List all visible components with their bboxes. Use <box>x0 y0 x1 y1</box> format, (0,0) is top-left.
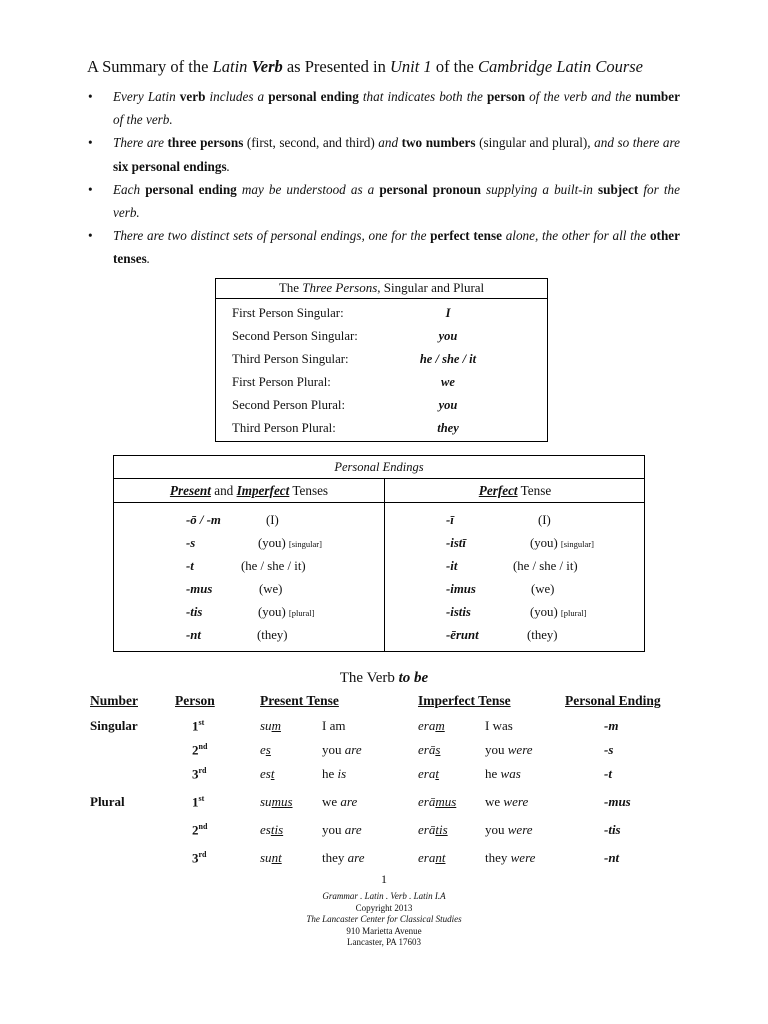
bullet-item: • Each personal ending may be understood as a personal pronoun supplying a built-in subject for the verb. <box>88 178 680 224</box>
present-form: sum <box>260 718 281 733</box>
person-pronoun: they <box>437 421 459 435</box>
bullet-dot-icon: • <box>88 89 93 104</box>
footer-organization: The Lancaster Center for Classical Studies <box>306 914 462 924</box>
imperfect-translation: you were <box>485 742 533 757</box>
imperfect-form: erātis <box>418 822 448 837</box>
footer-copyright: Copyright 2013 <box>355 902 413 913</box>
footer-city: Lancaster, PA 17603 <box>346 937 422 947</box>
personal-endings-table <box>113 455 645 652</box>
bullet-item: • There are two distinct sets of personal endings, one for the perfect tense alone, the other for all the other tenses. <box>88 224 680 270</box>
present-translation: you are <box>322 742 362 757</box>
person-label: First Person Singular: <box>232 306 344 320</box>
present-form: est <box>260 766 275 781</box>
ending: -mus <box>186 582 213 596</box>
present-form: sunt <box>260 850 282 865</box>
ending-translation: (I) <box>266 513 279 527</box>
person-number: 1st <box>192 794 205 810</box>
ending: -istis <box>446 605 471 619</box>
ending-translation: (we) <box>531 582 555 596</box>
personal-ending: -s <box>604 742 614 757</box>
ending: -ērunt <box>446 628 479 642</box>
footer-course-path: Grammar . Latin . Verb . Latin I.A <box>322 891 446 901</box>
person-pronoun: we <box>441 375 455 389</box>
ending: -t <box>186 559 194 573</box>
ending-translation: (you) [singular] <box>258 536 322 550</box>
bullet-dot-icon: • <box>88 181 93 197</box>
imperfect-translation: you were <box>485 822 533 837</box>
bullet-list <box>88 85 680 271</box>
personal-ending: -mus <box>604 794 631 809</box>
perfect-header: Perfect Tense <box>478 483 552 498</box>
bullet-dot-icon: • <box>88 228 93 244</box>
column-divider <box>384 478 385 651</box>
header-imperfect-tense: Imperfect Tense <box>418 693 511 708</box>
person-number: 2nd <box>192 742 208 758</box>
header-person: Person <box>175 693 215 708</box>
imperfect-form: erat <box>418 766 439 781</box>
imperfect-form: eram <box>418 718 445 733</box>
ending: -istī <box>446 536 466 550</box>
header-personal-ending: Personal Ending <box>565 693 661 708</box>
verb-to-be-title: The Verb to be <box>339 670 429 686</box>
ending: -ī <box>446 513 454 527</box>
ending: -ō / -m <box>186 513 221 527</box>
ending-translation: (you) [plural] <box>258 605 315 619</box>
ending-translation: (we) <box>259 582 283 596</box>
present-translation: we are <box>322 794 358 809</box>
present-form: sumus <box>260 794 293 809</box>
header-present-tense: Present Tense <box>260 693 339 708</box>
imperfect-translation: he was <box>485 766 521 781</box>
header-divider <box>114 502 644 503</box>
ending-translation: (I) <box>538 513 551 527</box>
present-imperfect-header: Present and Imperfect Tenses <box>169 483 329 498</box>
bullet-item: • Every Latin verb includes a personal ending that indicates both the person of the verb and the number of the verb. <box>88 85 680 131</box>
person-label: Third Person Plural: <box>232 421 336 435</box>
ending-translation: (you) [singular] <box>530 536 594 550</box>
page-number: 1 <box>381 872 387 886</box>
three-persons-table <box>215 278 548 442</box>
ending-translation: (he / she / it) <box>241 559 306 573</box>
present-translation: you are <box>322 822 362 837</box>
imperfect-translation: we were <box>485 794 529 809</box>
ending-translation: (you) [plural] <box>530 605 587 619</box>
person-label: Third Person Singular: <box>232 352 349 366</box>
ending: -imus <box>446 582 476 596</box>
present-translation: he is <box>322 766 347 781</box>
person-label: Second Person Singular: <box>232 329 358 343</box>
person-pronoun: you <box>438 329 458 343</box>
ending-translation: (they) <box>257 628 288 642</box>
personal-endings-caption: Personal Endings <box>114 456 644 479</box>
personal-ending: -nt <box>604 850 620 865</box>
present-form: estis <box>260 822 284 837</box>
ending: -it <box>446 559 458 573</box>
personal-ending: -tis <box>604 822 621 837</box>
person-pronoun: I <box>445 306 451 320</box>
imperfect-form: erant <box>418 850 446 865</box>
bullet-item: • There are three persons (first, second, and third) and two numbers (singular and plural), and so there are six personal endings. <box>88 131 680 177</box>
imperfect-translation: they were <box>485 850 536 865</box>
footer-street: 910 Marietta Avenue <box>346 925 422 936</box>
person-label: Second Person Plural: <box>232 398 346 412</box>
page-title: A Summary of the Latin Verb as Presented in Unit 1 of the Cambridge Latin Course <box>87 57 643 76</box>
person-number: 3rd <box>192 850 207 866</box>
personal-ending: -t <box>604 766 612 781</box>
three-persons-header: The Three Persons, Singular and Plural <box>216 279 547 299</box>
header-number: Number <box>90 693 138 708</box>
imperfect-translation: I was <box>485 718 513 733</box>
person-number: 1st <box>192 718 205 734</box>
group-singular: Singular <box>90 718 138 733</box>
ending: -s <box>186 536 196 550</box>
imperfect-form: erās <box>418 742 441 757</box>
present-translation: they are <box>322 850 365 865</box>
person-pronoun: you <box>438 398 458 412</box>
present-form: es <box>260 742 271 757</box>
bullet-dot-icon: • <box>88 135 93 151</box>
personal-ending: -m <box>604 718 619 733</box>
group-plural: Plural <box>90 794 125 809</box>
ending: -tis <box>186 605 203 619</box>
person-label: First Person Plural: <box>232 375 331 389</box>
ending-translation: (they) <box>527 628 558 642</box>
present-translation: I am <box>322 718 346 733</box>
person-pronoun: he / she / it <box>419 352 477 366</box>
ending: -nt <box>186 628 201 642</box>
page-footer <box>0 872 768 949</box>
imperfect-form: erāmus <box>418 794 457 809</box>
ending-translation: (he / she / it) <box>513 559 578 573</box>
person-number: 2nd <box>192 822 208 838</box>
person-number: 3rd <box>192 766 207 782</box>
